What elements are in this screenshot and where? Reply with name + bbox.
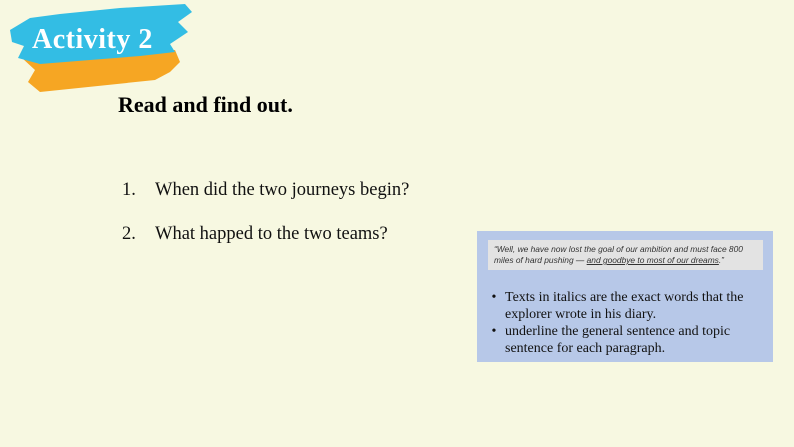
tips-list bbox=[483, 289, 771, 357]
bullet-icon: • bbox=[491, 324, 497, 339]
question-text: What happed to the two teams? bbox=[155, 224, 388, 244]
activity-title: Activity 2 bbox=[32, 24, 153, 55]
reading-tips-box bbox=[477, 231, 773, 362]
page-heading: Read and find out. bbox=[118, 92, 293, 117]
diary-quote-strip bbox=[488, 240, 763, 270]
quote-part-1: “Well, we have now lost the goal of our ambition and must face 800 miles of hard pushing — bbox=[494, 244, 743, 265]
question-item bbox=[122, 222, 409, 246]
question-number: 1. bbox=[122, 180, 136, 200]
tip-item bbox=[483, 323, 771, 357]
diary-quote bbox=[494, 244, 762, 266]
tip-item bbox=[483, 289, 771, 323]
question-item bbox=[122, 178, 409, 202]
question-text: When did the two journeys begin? bbox=[155, 180, 410, 200]
bullet-icon: • bbox=[491, 290, 497, 305]
quote-underlined: and goodbye to most of our dreams bbox=[586, 255, 719, 265]
question-list bbox=[122, 178, 409, 266]
tip-text: underline the general sentence and topic sentence for each paragraph. bbox=[505, 324, 731, 356]
quote-part-2: .” bbox=[718, 255, 724, 265]
question-number: 2. bbox=[122, 224, 136, 244]
tip-text: Texts in italics are the exact words that the explorer wrote in his diary. bbox=[505, 290, 744, 322]
